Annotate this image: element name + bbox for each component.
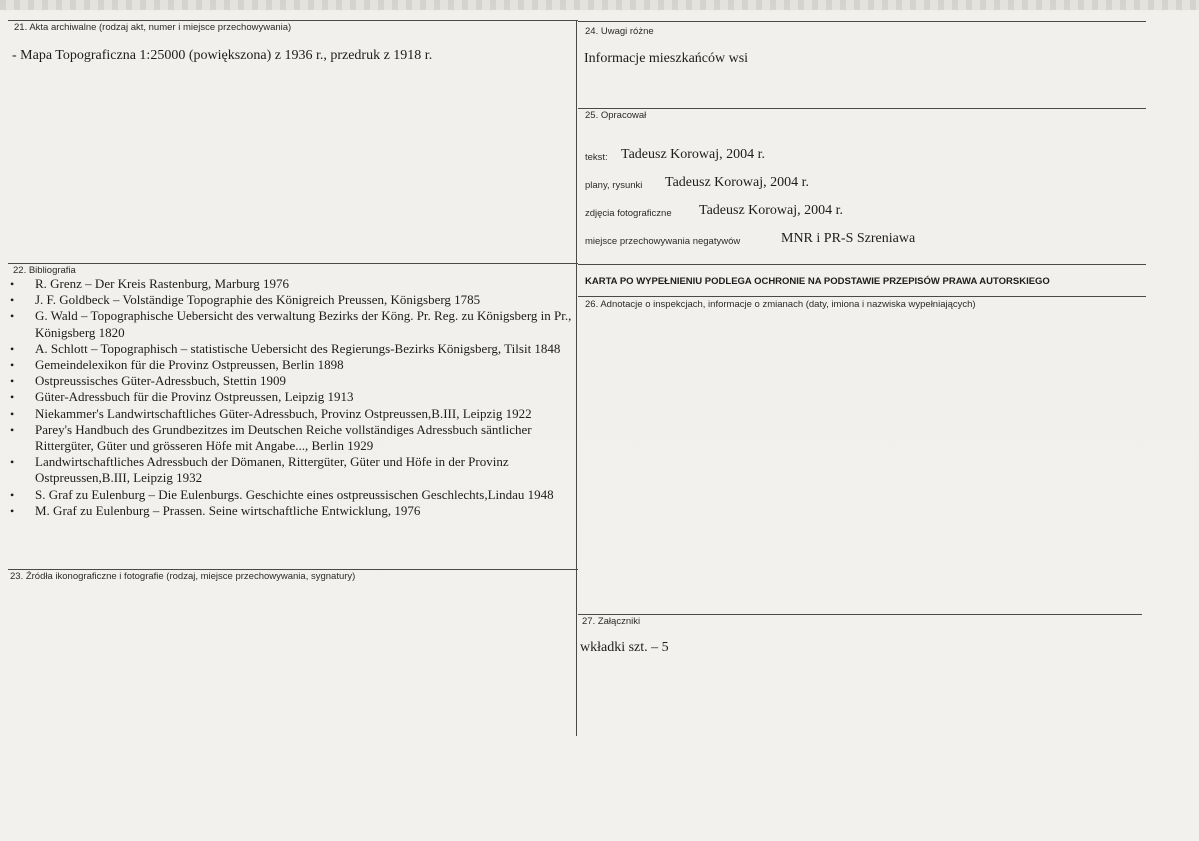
section21-label: 21. Akta archiwalne (rodzaj akt, numer i miejsce przechowywania) [14,22,292,33]
list-item: • M. Graf zu Eulenburg – Prassen. Seine wirtschaftliche Entwicklung, 1976 [8,503,578,519]
list-item: • S. Graf zu Eulenburg – Die Eulenburgs. Geschichte eines ostpreussischen Geschlechts,Lindau 1948 [8,487,578,503]
plany-label: plany, rysunki [585,180,643,191]
bibliography-list [8,276,578,519]
tekst-value: Tadeusz Korowaj, 2004 r. [621,147,766,162]
top-rule-right [578,21,1146,22]
rule-notice-26 [578,296,1146,297]
section23-label: 23. Źródła ikonograficzne i fotografie (rodzaj, miejsce przechowywania, sygnatury) [10,571,356,582]
list-item: • A. Schlott – Topographisch – statistische Uebersicht des Regierungs-Bezirks Königsberg, Tilsit 1848 [8,341,578,357]
rule-21-22 [8,263,578,264]
list-item: • Gemeindelexikon für die Provinz Ostpreussen, Berlin 1898 [8,357,578,373]
copyright-notice: KARTA PO WYPEŁNIENIU PODLEGA OCHRONIE NA PODSTAWIE PRZEPISÓW PRAWA AUTORSKIEGO [585,276,1050,287]
plany-value: Tadeusz Korowaj, 2004 r. [665,175,810,190]
list-item: • Landwirtschaftliches Adressbuch der Dömanen, Rittergüter, Güter und Höfe in der Provinz Ostpreussen,B.III, Leipzig 1932 [8,454,578,486]
list-item: • Parey's Handbuch des Grundbezitzes im Deutschen Reiche vollständiges Adressbuch säntlicher Rittergüter, Güter und grösseren Höfe mit Angabe..., Berlin 1929 [8,422,578,454]
section24-label: 24. Uwagi różne [585,26,654,37]
list-item: • Güter-Adressbuch für die Provinz Ostpreussen, Leipzig 1913 [8,389,578,405]
section27-value: wkładki szt. – 5 [580,640,669,655]
rule-26-27 [578,614,1142,615]
miejsce-value: MNR i PR-S Szreniawa [781,231,916,246]
section27-label: 27. Załączniki [582,616,641,627]
list-item: • J. F. Goldbeck – Volständige Topographie des Königreich Preussen, Königsberg 1785 [8,292,578,308]
zdjecia-value: Tadeusz Korowaj, 2004 r. [699,203,844,218]
list-item: • R. Grenz – Der Kreis Rastenburg, Marburg 1976 [8,276,578,292]
section26-label: 26. Adnotacje o inspekcjach, informacje o zmianach (daty, imiona i nazwiska wypełniających) [585,299,976,310]
section22-label: 22. Bibliografia [13,265,76,276]
list-item: • Ostpreussisches Güter-Adressbuch, Stettin 1909 [8,373,578,389]
section24-value: Informacje mieszkańców wsi [584,51,749,66]
top-rule-left [8,20,578,21]
section21-value: - Mapa Topograficzna 1:25000 (powiększona) z 1936 r., przedruk z 1918 r. [12,48,433,63]
miejsce-label: miejsce przechowywania negatywów [585,236,741,247]
rule-24-25 [578,108,1146,109]
list-item: • G. Wald – Topographische Uebersicht des verwaltung Bezirks der Köng. Pr. Reg. zu Königsberg in Pr., Königsberg 1820 [8,308,578,340]
torn-top-edge [0,0,1199,10]
list-item: • Niekammer's Landwirtschaftliches Güter-Adressbuch, Provinz Ostpreussen,B.III, Leipzig 1922 [8,406,578,422]
rule-25-notice [578,264,1146,265]
tekst-label: tekst: [585,152,608,163]
zdjecia-label: zdjęcia fotograficzne [585,208,672,219]
section25-label: 25. Opracował [585,110,647,121]
rule-22-23 [8,569,578,570]
